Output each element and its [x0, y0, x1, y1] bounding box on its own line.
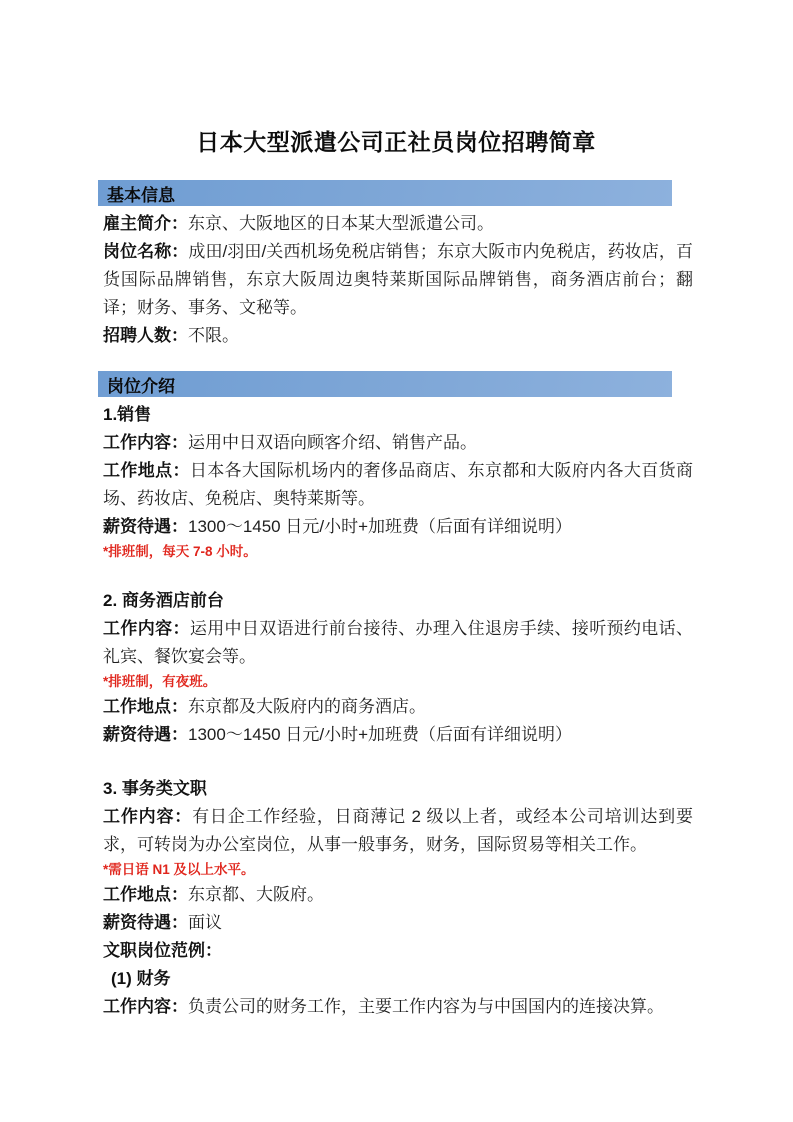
employer-label: 雇主简介：	[103, 214, 188, 233]
position-2-salary-row	[103, 721, 693, 749]
position-3-salary-row	[103, 909, 693, 937]
headcount-row	[103, 322, 693, 350]
example-1-content-row	[103, 993, 693, 1021]
position-2-location-row	[103, 693, 693, 721]
page-title: 日本大型派遣公司正社员岗位招聘简章	[196, 129, 596, 155]
position-3-japanese-level-note: *需日语 N1 及以上水平。	[103, 862, 255, 877]
position-3-salary-label: 薪资待遇：	[103, 913, 188, 932]
position-1-location-row	[103, 457, 693, 513]
section-header-job-intro	[98, 371, 672, 397]
section-header-basic-info-label: 基本信息	[107, 185, 175, 205]
position-2-title: 2. 商务酒店前台	[103, 591, 224, 610]
example-1-content-value: 负责公司的财务工作，主要工作内容为与中国国内的连接决算。	[188, 997, 664, 1016]
position-1-location-label: 工作地点：	[103, 461, 190, 480]
position-1-location-value: 日本各大国际机场内的奢侈品商店、东京都和大阪府内各大百货商场、药妆店、免税店、奥特莱斯等。	[103, 461, 694, 508]
clerical-examples-header: 文职岗位范例：	[103, 941, 222, 960]
job-titles-value: 成田/羽田/关西机场免税店销售；东京大阪市内免税店，药妆店，百货国际品牌销售，东京大阪周边奥特莱斯国际品牌销售，商务酒店前台；翻译；财务、事务、文秘等。	[103, 242, 694, 317]
employer-row	[103, 210, 693, 238]
position-2-location-label: 工作地点：	[103, 697, 188, 716]
section-header-basic-info	[98, 180, 672, 206]
position-2-hotel-front-desk	[103, 587, 693, 749]
position-1-content-label: 工作内容：	[103, 433, 188, 452]
position-3-content-value: 有日企工作经验，日商薄记 2 级以上者，或经本公司培训达到要求，可转岗为办公室岗位，从事一般事务，财务，国际贸易等相关工作。	[103, 807, 693, 854]
section-header-job-intro-label: 岗位介绍	[107, 376, 175, 396]
position-3-office-clerk	[103, 775, 693, 1021]
headcount-label: 招聘人数：	[103, 326, 188, 345]
position-1-salary-label: 薪资待遇：	[103, 517, 188, 536]
position-3-location-label: 工作地点：	[103, 885, 188, 904]
job-titles-label: 岗位名称：	[103, 242, 189, 261]
position-2-shift-note: *排班制，有夜班。	[103, 674, 217, 689]
position-2-content-row	[103, 615, 693, 671]
employer-value: 东京、大阪地区的日本某大型派遣公司。	[188, 214, 494, 233]
headcount-value: 不限。	[188, 326, 239, 345]
position-2-content-value: 运用中日双语进行前台接待、办理入住退房手续、接听预约电话、礼宾、餐饮宴会等。	[103, 619, 694, 666]
position-1-title: 1.销售	[103, 405, 152, 424]
job-titles-row	[103, 238, 693, 322]
example-1-content-label: 工作内容：	[103, 997, 188, 1016]
position-1-salary-value: 1300～1450 日元/小时+加班费（后面有详细说明）	[188, 517, 573, 536]
position-3-location-value: 东京都、大阪府。	[188, 885, 324, 904]
position-2-salary-label: 薪资待遇：	[103, 725, 188, 744]
position-2-location-value: 东京都及大阪府内的商务酒店。	[188, 697, 426, 716]
basic-info-section	[98, 210, 693, 350]
position-1-content-row	[103, 429, 693, 457]
job-intro-section	[98, 401, 693, 1021]
position-1-content-value: 运用中日双语向顾客介绍、销售产品。	[188, 433, 477, 452]
position-1-shift-note: *排班制，每天 7-8 小时。	[103, 544, 257, 559]
example-1-finance-title: (1) 财务	[111, 969, 171, 988]
position-3-salary-value: 面议	[188, 913, 222, 932]
position-2-salary-value: 1300～1450 日元/小时+加班费（后面有详细说明）	[188, 725, 573, 744]
position-1-sales	[103, 401, 693, 563]
position-3-content-row	[103, 803, 693, 859]
position-3-content-label: 工作内容：	[103, 807, 193, 826]
position-3-title: 3. 事务类文职	[103, 779, 207, 798]
position-1-salary-row	[103, 513, 693, 541]
position-3-location-row	[103, 881, 693, 909]
position-2-content-label: 工作内容：	[103, 619, 190, 638]
